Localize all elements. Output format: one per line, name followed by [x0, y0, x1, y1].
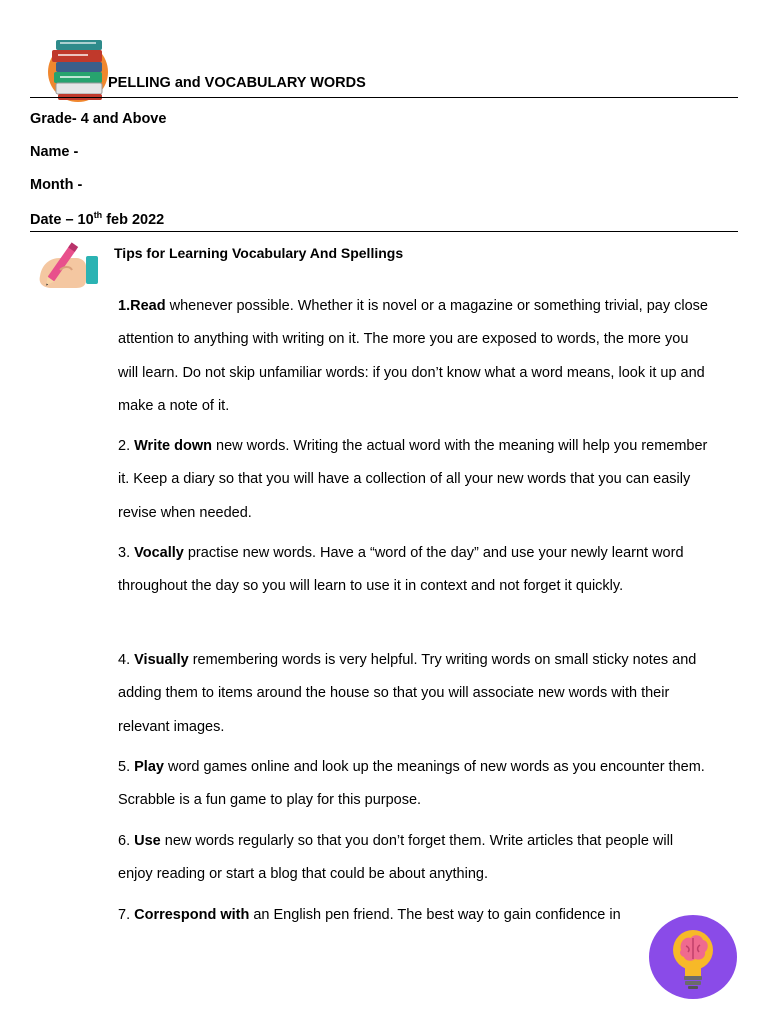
tip-item — [118, 825, 708, 892]
books-stack-icon — [44, 36, 112, 104]
tip-text: practise new words. Have a “word of the day” and use your newly learnt word throughout the day so you will learn to use it in context and not forget it quickly. — [118, 545, 684, 595]
name-label: Name - — [30, 144, 79, 160]
date-label — [30, 210, 164, 228]
date-suffix: feb 2022 — [102, 211, 165, 228]
tip-item — [118, 537, 708, 604]
date-ordinal: th — [93, 210, 103, 220]
hand-pencil-icon — [36, 236, 102, 294]
divider — [30, 231, 738, 232]
tip-text: new words regularly so that you don’t forget them. Write articles that people will enjoy reading or start a blog that could be about anything. — [118, 833, 674, 883]
tip-keyword: Visually — [134, 652, 189, 668]
tip-keyword: Correspond with — [134, 907, 250, 923]
tip-text: word games online and look up the meanings of new words as you encounter them. Scrabble is a fun game to play for this purpose. — [118, 759, 705, 809]
tip-text: new words. Writing the actual word with the meaning will help you remember it. Keep a diary so that you will have a collection of all your new words that you can easily revise when needed. — [118, 438, 708, 521]
section-title: Tips for Learning Vocabulary And Spellings — [114, 245, 404, 261]
tip-keyword: Use — [134, 833, 161, 849]
tip-item — [118, 644, 708, 744]
tip-number: 4. — [118, 652, 135, 668]
tip-text: an English pen friend. The best way to gain confidence in — [249, 907, 621, 923]
tip-text: remembering words is very helpful. Try writing words on small sticky notes and adding them to items around the house so that you will associate new words with their relevant images. — [118, 652, 697, 735]
tip-number: 6. — [118, 833, 135, 849]
tip-keyword: Read — [130, 298, 166, 314]
tip-number: 3. — [118, 545, 135, 561]
tip-item — [118, 751, 708, 818]
divider — [30, 97, 738, 98]
tip-text: whenever possible. Whether it is novel or a magazine or something trivial, pay close attention to anything with writing on it. The more you are exposed to words, the more you will learn. Do not skip unfamiliar words: if you don’t know what a word means, look it up and make a note of it. — [118, 298, 708, 414]
tip-item — [118, 290, 708, 423]
tip-number: 5. — [118, 759, 135, 775]
tip-keyword: Play — [134, 759, 164, 775]
page-title: PELLING and VOCABULARY WORDS — [108, 75, 366, 91]
tip-keyword: Vocally — [134, 545, 184, 561]
tip-item — [118, 430, 708, 530]
tip-number: 7. — [118, 907, 135, 923]
month-label: Month - — [30, 177, 83, 193]
tip-keyword: Write down — [134, 438, 212, 454]
lightbulb-brain-icon — [648, 914, 738, 1000]
date-prefix: Date – 10 — [30, 211, 94, 228]
tip-number: 1. — [118, 298, 131, 314]
tip-number: 2. — [118, 438, 135, 454]
grade-label: Grade- 4 and Above — [30, 111, 167, 127]
tip-item — [118, 899, 708, 927]
